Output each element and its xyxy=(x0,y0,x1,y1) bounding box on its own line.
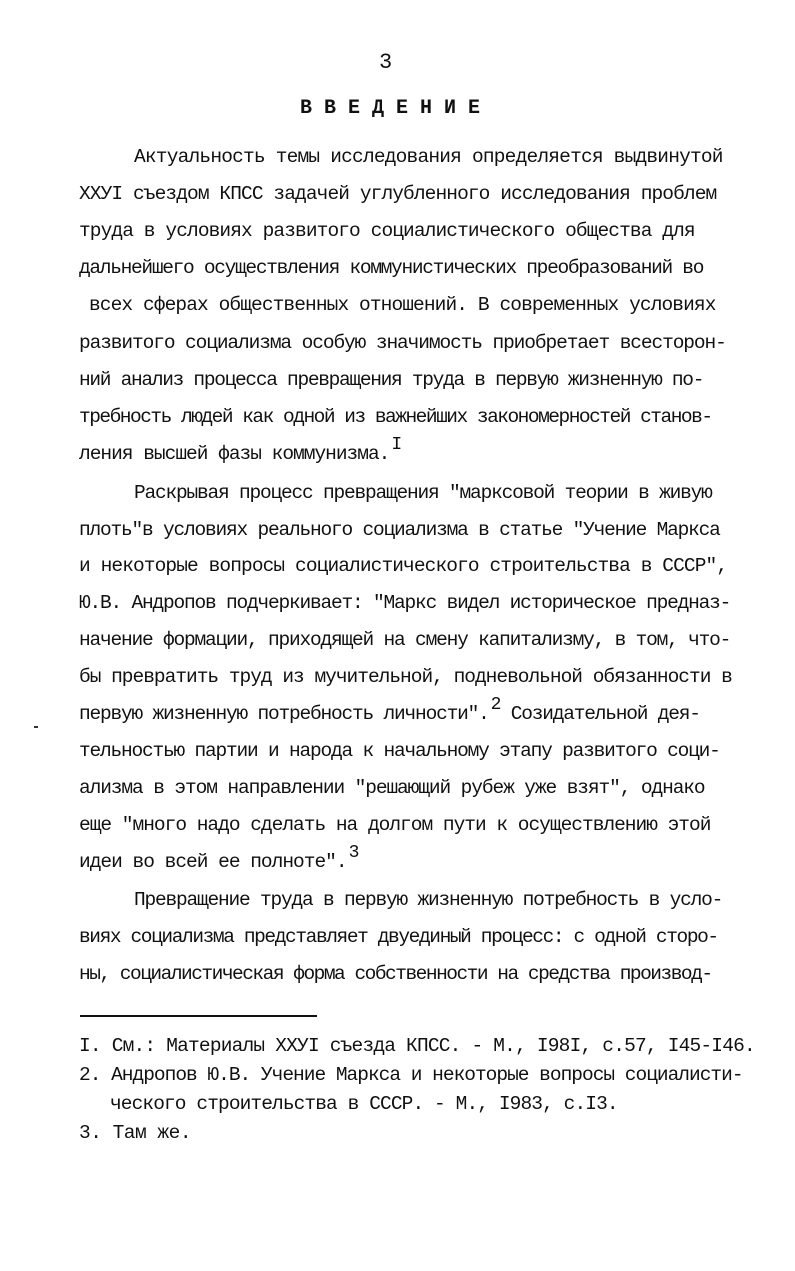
paragraph-1-line-3: труда в условиях развитого социалистического общества для xyxy=(79,220,695,242)
paragraph-3-line-3: ны, социалистическая форма собственности на средства производ- xyxy=(79,963,712,985)
footnote-ref-1: I xyxy=(391,435,402,455)
scan-speck xyxy=(34,726,38,728)
paragraph-3-line-2: виях социализма представляет двуединый процесс: с одной сторо- xyxy=(79,926,718,948)
footnote-ref-3: 3 xyxy=(348,843,359,863)
paragraph-2-line-10: еще "много надо сделать на долгом пути к осуществлению этой xyxy=(79,814,711,836)
paragraph-2-line-1: Раскрывая процесс превращения "марксовой теории в живую xyxy=(134,482,712,504)
paragraph-2-line-7-text: первую жизненную потребность личности". xyxy=(79,703,489,725)
paragraph-1-line-4: дальнейшего осуществления коммунистических преобразований во xyxy=(79,257,704,279)
paragraph-2-line-8: тельностью партии и народа к начальному этапу развитого соци- xyxy=(79,740,720,762)
paragraph-2-line-11 xyxy=(79,843,359,875)
footnote-3: 3. Там же. xyxy=(79,1122,192,1144)
paragraph-2-line-2: плоть"в условиях реального социализма в статье "Учение Маркса xyxy=(79,519,720,541)
paragraph-1-line-7: ний анализ процесса превращения труда в первую жизненную по- xyxy=(79,369,704,391)
paragraph-1-line-1: Актуальность темы исследования определяется выдвинутой xyxy=(134,146,723,168)
paragraph-2-line-5: начение формации, приходящей на смену капитализму, в том, что- xyxy=(79,629,731,651)
footnote-2-line-1: 2. Андропов Ю.В. Учение Маркса и некоторые вопросы социалисти- xyxy=(79,1064,743,1086)
paragraph-1-line-8: требность людей как одной из важнейших закономерностей станов- xyxy=(79,406,712,428)
paragraph-1-line-6: развитого социализма особую значимость приобретает всесторон- xyxy=(79,332,726,354)
footnote-ref-2: 2 xyxy=(490,695,501,715)
paragraph-2-line-11-text: идеи во всей ее полноте". xyxy=(79,851,347,873)
paragraph-3-line-1: Превращение труда в первую жизненную потребность в усло- xyxy=(134,889,723,911)
paragraph-1-line-5: всех сферах общественных отношений. В современных условиях xyxy=(89,294,716,316)
paragraph-2-line-7 xyxy=(79,695,700,727)
paragraph-1-line-9-text: ления высшей фазы коммунизма. xyxy=(79,443,390,465)
paragraph-2-line-4: Ю.В. Андропов подчеркивает: "Маркс видел историческое предназ- xyxy=(79,592,731,614)
paragraph-1-line-2: ХХУI съездом КПСС задачей углубленного исследования проблем xyxy=(79,183,717,205)
paragraph-2-line-7-tail: Созидательной дея- xyxy=(510,703,700,725)
paragraph-1-line-9 xyxy=(79,435,402,467)
section-heading: ВВЕДЕНИЕ xyxy=(300,97,493,120)
footnote-separator xyxy=(80,1015,317,1017)
page-number: 3 xyxy=(379,50,394,75)
paragraph-2-line-9: ализма в этом направлении "решающий рубеж уже взят", однако xyxy=(79,777,705,799)
footnote-1: I. См.: Материалы ХХУI съезда КПСС. - М., I98I, с.57, I45-I46. xyxy=(79,1035,755,1057)
footnote-2-line-2: ческого строительства в СССР. - М., I983, с.I3. xyxy=(110,1093,618,1115)
paragraph-2-line-3: и некоторые вопросы социалистического строительства в СССР", xyxy=(79,555,728,577)
paragraph-2-line-6: бы превратить труд из мучительной, подневольной обязанности в xyxy=(79,666,732,688)
